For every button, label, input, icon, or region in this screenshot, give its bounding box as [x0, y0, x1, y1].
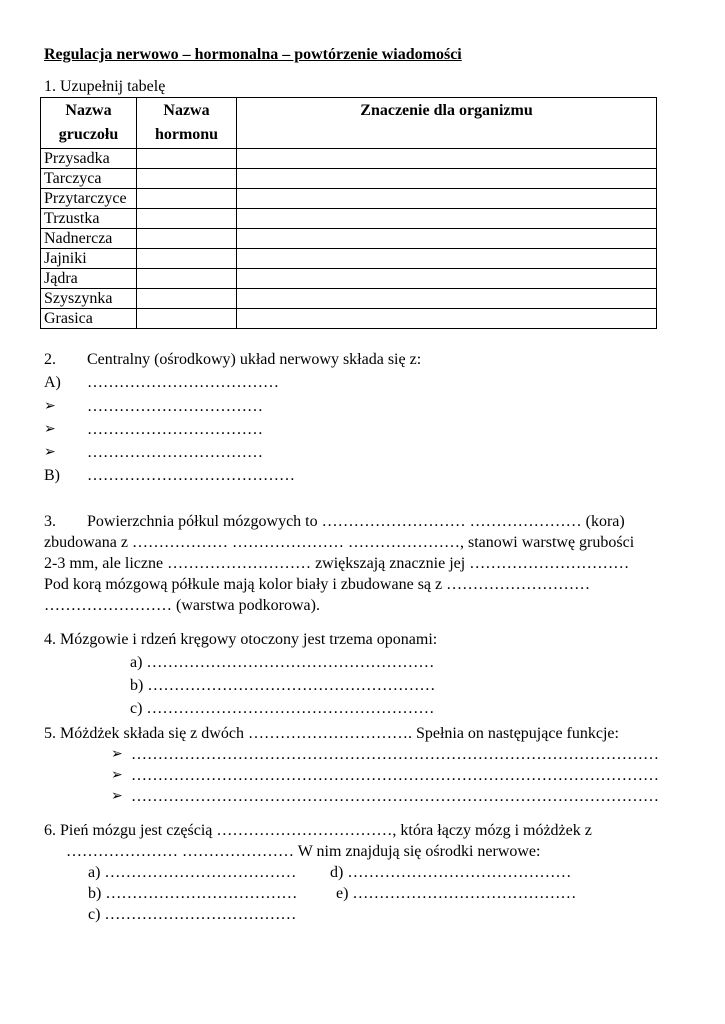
- header-hormone-name: Nazwa hormonu: [137, 98, 237, 149]
- q5-function-blank[interactable]: ………………………………………………………………………………………: [131, 767, 659, 784]
- arrow-bullet-icon: ➢: [111, 768, 123, 783]
- gland-name-cell: Przytarczyce: [41, 189, 137, 209]
- significance-cell[interactable]: [237, 169, 657, 189]
- significance-cell[interactable]: [237, 189, 657, 209]
- arrow-bullet-icon: ➢: [111, 789, 123, 804]
- gland-name-cell: Przysadka: [41, 149, 137, 169]
- significance-cell[interactable]: [237, 249, 657, 269]
- table-row: [41, 269, 657, 289]
- hormone-cell[interactable]: [137, 249, 237, 269]
- table-header-row: [41, 98, 657, 149]
- gland-name-cell: Jądra: [41, 269, 137, 289]
- question-3-line-3: 2-3 mm, ale liczne ……………………… zwiększają znacznie jej …………………………: [44, 555, 630, 572]
- hormone-cell[interactable]: [137, 169, 237, 189]
- q2-subitem-blank[interactable]: ……………………………: [87, 398, 263, 415]
- q6-item-d[interactable]: d) ……………………………………: [330, 864, 572, 881]
- table-row: [41, 229, 657, 249]
- question-2-text: Centralny (ośrodkowy) układ nerwowy składa się z:: [87, 351, 422, 368]
- question-6-line-2: ………………… ………………… W nim znajdują się ośrodki nerwowe:: [66, 843, 541, 860]
- gland-name-cell: Nadnercza: [41, 229, 137, 249]
- significance-cell[interactable]: [237, 229, 657, 249]
- question-3-line-4: Pod korą mózgową półkule mają kolor biały i zbudowane są z ………………………: [44, 576, 591, 593]
- q4-item-b[interactable]: b) ………………………………………………: [130, 677, 436, 694]
- table-row: [41, 169, 657, 189]
- gland-name-cell: Grasica: [41, 309, 137, 329]
- arrow-bullet-icon: ➢: [44, 422, 56, 437]
- question-2-number: 2.: [44, 351, 56, 368]
- gland-name-cell: Jajniki: [41, 249, 137, 269]
- hormone-cell[interactable]: [137, 209, 237, 229]
- q6-item-a[interactable]: a) ………………………………: [88, 864, 297, 881]
- gland-name-cell: Tarczyca: [41, 169, 137, 189]
- question-3-line-1: Powierzchnia półkul mózgowych to ……………………… ………………… (kora): [87, 513, 625, 530]
- table-row: [41, 189, 657, 209]
- q6-item-e[interactable]: e) ……………………………………: [336, 885, 577, 902]
- worksheet-title: Regulacja nerwowo – hormonalna – powtórzenie wiadomości: [44, 46, 462, 63]
- question-3-line-2: zbudowana z ……………… ………………… …………………, stanowi warstwę grubości: [44, 534, 635, 551]
- table-row: [41, 289, 657, 309]
- q6-item-c[interactable]: c) ………………………………: [88, 906, 297, 923]
- arrow-bullet-icon: ➢: [44, 445, 56, 460]
- table-row: [41, 149, 657, 169]
- hormone-cell[interactable]: [137, 289, 237, 309]
- arrow-bullet-icon: ➢: [44, 399, 56, 414]
- q5-function-blank[interactable]: ………………………………………………………………………………………: [131, 746, 659, 763]
- gland-name-cell: Szyszynka: [41, 289, 137, 309]
- hormone-cell[interactable]: [137, 309, 237, 329]
- question-1-label: 1. Uzupełnij tabelę: [44, 78, 166, 95]
- significance-cell[interactable]: [237, 289, 657, 309]
- question-5-text: 5. Móżdżek składa się z dwóch …………………………. Spełnia on następujące funkcje:: [44, 725, 619, 742]
- header-gland-name: Nazwa gruczołu: [41, 98, 137, 149]
- question-3-number: 3.: [44, 513, 56, 530]
- glands-table: [40, 97, 657, 329]
- q5-function-blank[interactable]: ………………………………………………………………………………………: [131, 788, 659, 805]
- hormone-cell[interactable]: [137, 269, 237, 289]
- significance-cell[interactable]: [237, 309, 657, 329]
- arrow-bullet-icon: ➢: [111, 747, 123, 762]
- question-6-line-1: 6. Pień mózgu jest częścią ……………………………, która łączy mózg i móżdżek z: [44, 822, 592, 839]
- q2-subitem-blank[interactable]: ……………………………: [87, 444, 263, 461]
- table-row: [41, 249, 657, 269]
- significance-cell[interactable]: [237, 149, 657, 169]
- q2-item-a-blank[interactable]: ………………………………: [87, 374, 279, 391]
- q2-item-b-label: B): [44, 467, 60, 484]
- gland-name-cell: Trzustka: [41, 209, 137, 229]
- question-4-text: 4. Mózgowie i rdzeń kręgowy otoczony jest trzema oponami:: [44, 631, 438, 648]
- hormone-cell[interactable]: [137, 149, 237, 169]
- q4-item-c[interactable]: c) ………………………………………………: [130, 700, 435, 717]
- q2-item-b-blank[interactable]: …………………………………: [87, 467, 295, 484]
- hormone-cell[interactable]: [137, 229, 237, 249]
- hormone-cell[interactable]: [137, 189, 237, 209]
- question-3-line-5: …………………… (warstwa podkorowa).: [44, 597, 320, 614]
- table-row: [41, 309, 657, 329]
- significance-cell[interactable]: [237, 269, 657, 289]
- q2-item-a-label: A): [44, 374, 61, 391]
- header-significance: Znaczenie dla organizmu: [237, 98, 657, 149]
- q2-subitem-blank[interactable]: ……………………………: [87, 421, 263, 438]
- q4-item-a[interactable]: a) ………………………………………………: [130, 654, 435, 671]
- q6-item-b[interactable]: b) ………………………………: [88, 885, 298, 902]
- significance-cell[interactable]: [237, 209, 657, 229]
- table-row: [41, 209, 657, 229]
